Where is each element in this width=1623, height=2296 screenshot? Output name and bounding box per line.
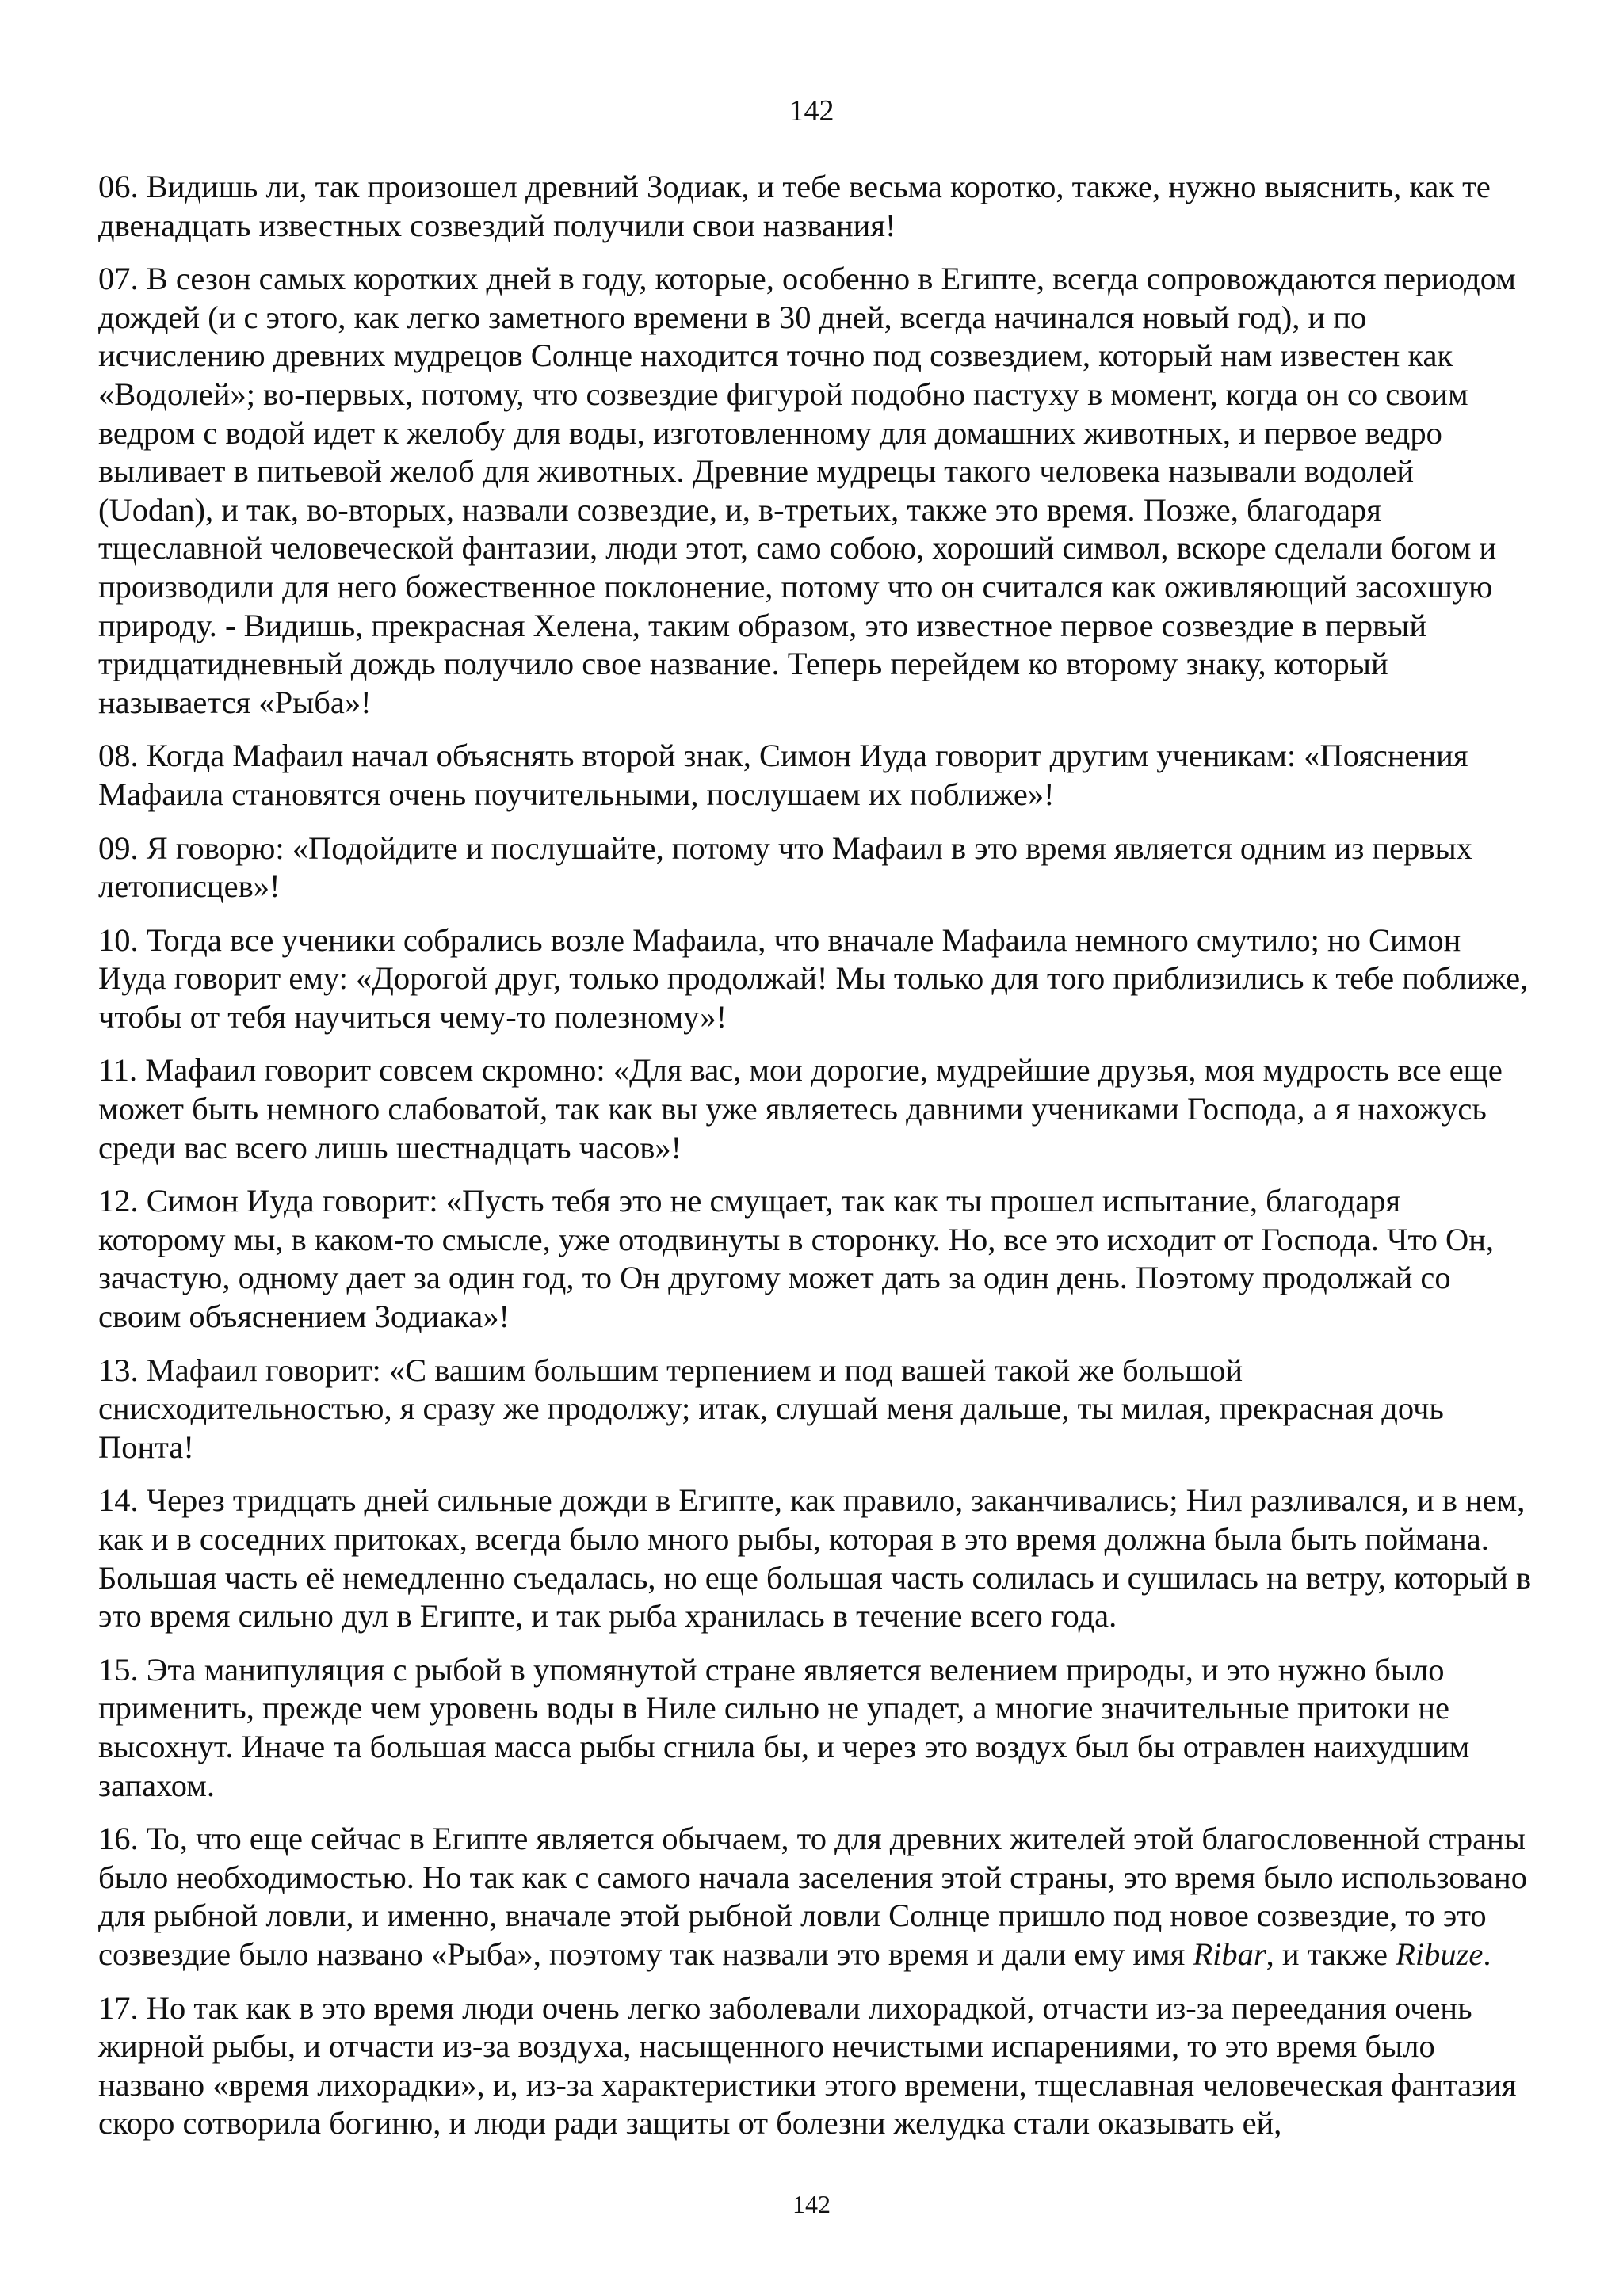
paragraph-16-middle: , и также xyxy=(1266,1936,1396,1972)
paragraph-13: 13. Мафаил говорит: «С вашим большим терпением и под вашей такой же большой снисходительностью, я сразу же продолжу; итак, слушай меня дальше, ты милая, прекрасная дочь Понта! xyxy=(98,1352,1444,1465)
paragraph-08: 08. Когда Мафаил начал объяснять второй знак, Симон Иуда говорит другим ученикам: «Пояснения Мафаила становятся очень поучительными, послушаем их поближе»! xyxy=(98,738,1468,812)
paragraph-06: 06. Видишь ли, так произошел древний Зодиак, и тебе весьма коротко, также, нужно выяснить, как те двенадцать известных созвездий получили свои названия! xyxy=(98,169,1491,243)
paragraph-17: 17. Но так как в это время люди очень легко заболевали лихорадкой, отчасти из-за переедания очень жирной рыбы, и отчасти из-за воздуха, насыщенного нечистыми испарениями, то это время было названо «время лихорадки», и, из-за характеристики этого времени, тщеславная человеческая фантазия скоро сотворила богиню, и люди ради защиты от болезни желудка стали оказывать ей, xyxy=(98,1989,1517,2142)
page-number-footer: 142 xyxy=(792,2190,831,2218)
paragraph-12: 12. Симон Иуда говорит: «Пусть тебя это не смущает, так как ты прошел испытание, благодаря которому мы, в каком-то смысле, уже отодвинуты в сторонку. Но, все это исходит от Господа. Что Он, зачастую, одному дает за один год, то Он другому может дать за один день. Поэтому продолжай со своим объяснением Зодиака»! xyxy=(98,1183,1495,1335)
paragraph-16-end: . xyxy=(1483,1936,1491,1972)
page-number-header: 142 xyxy=(789,94,834,128)
term-ribuze: Ribuze xyxy=(1396,1936,1484,1972)
page-body xyxy=(98,168,1534,2158)
paragraph-09: 09. Я говорю: «Подойдите и послушайте, потому что Мафаил в это время является одним из первых летописцев»! xyxy=(98,830,1472,905)
paragraph-07: 07. В сезон самых коротких дней в году, которые, особенно в Египте, всегда сопровождаются периодом дождей (и с этого, как легко заметного времени в 30 дней, всегда начинался новый год), и по исчислению древних мудрецов Солнце находится точно под созвездием, который нам известен как «Водолей»; во-первых, потому, что созвездие фигурой подобно пастуху в момент, когда он со своим ведром с водой идет к желобу для воды, изготовленному для домашних животных, и первое ведро выливает в питьевой желоб для животных. Древние мудрецы такого человека называли водолей (Uodan), и так, во-вторых, назвали созвездие, и, в-третьих, также это время. Позже, благодаря тщеславной человеческой фантазии, люди этот, само собою, хороший символ, вскоре сделали богом и производили для него божественное поклонение, потому что он считался как оживляющий засохшую природу. - Видишь, прекрасная Хелена, таким образом, это известное первое созвездие в первый тридцатидневный дождь получило свое название. Теперь перейдем ко второму знаку, который называется «Рыба»! xyxy=(98,261,1516,720)
paragraph-16 xyxy=(98,1820,1534,1974)
paragraph-15: 15. Эта манипуляция с рыбой в упомянутой стране является велением природы, и это нужно было применить, прежде чем уровень воды в Ниле сильно не упадет, а многие значительные притоки не высохнут. Иначе та большая масса рыбы сгнила бы, и через это воздух был бы отравлен наихудшим запахом. xyxy=(98,1651,1470,1803)
paragraph-16-text: 16. То, что еще сейчас в Египте является обычаем, то для древних жителей этой благословенной страны было необходимостью. Но так как с самого начала заселения этой страны, это время было использовано для рыбной ловли, и именно, вначале этой рыбной ловли Солнце пришло под новое созвездие, то это созвездие было названо «Рыба», поэтому так назвали это время и дали ему имя xyxy=(98,1821,1527,1972)
paragraph-10: 10. Тогда все ученики собрались возле Мафаила, что вначале Мафаила немного смутило; но Симон Иуда говорит ему: «Дорогой друг, только продолжай! Мы только для того приблизились к тебе поближе, чтобы от тебя научиться чему-то полезному»! xyxy=(98,921,1529,1035)
paragraph-11: 11. Мафаил говорит совсем скромно: «Для вас, мои дорогие, мудрейшие друзья, моя мудрость все еще может быть немного слабоватой, так как вы уже являетесь давними учениками Господа, а я нахожусь среди вас всего лишь шестнадцать часов»! xyxy=(98,1052,1503,1165)
paragraph-14: 14. Через тридцать дней сильные дожди в Египте, как правило, заканчивались; Нил разливался, и в нем, как и в соседних притоках, всегда было много рыбы, которая в это время должна была быть поймана. Большая часть её немедленно съедалась, но еще большая часть солилась и сушилась на ветру, который в это время сильно дул в Египте, и так рыба хранилась в течение всего года. xyxy=(98,1482,1532,1634)
term-ribar: Ribar xyxy=(1193,1936,1266,1972)
